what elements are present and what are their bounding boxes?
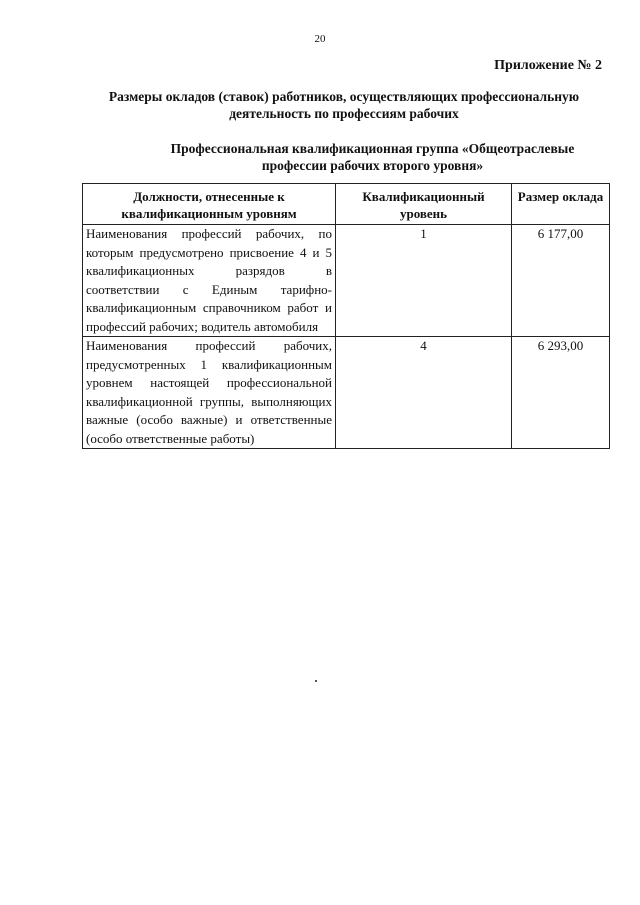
- qualification-group-title: Профессиональная квалификационная группа «Общеотраслевые профессии рабочих второго уровня»: [170, 141, 575, 173]
- row-qualification-level: 4: [336, 337, 512, 449]
- row-position-description: Наименования профессий рабочих, предусмотренных 1 квалификационным уровнем настоящей профессиональной квалификационной группы, выполняющих важные (особо важные) и ответственные (особо ответственные работы): [83, 337, 336, 449]
- header-qualification-level: Квалификационный уровень: [336, 184, 512, 225]
- document-title: Размеры окладов (ставок) работников, осуществляющих профессиональную деятельность по профессиям рабочих: [108, 89, 580, 121]
- page-number: 20: [314, 33, 326, 45]
- header-salary: Размер оклада: [512, 184, 610, 225]
- appendix-label: Приложение № 2: [494, 58, 602, 73]
- header-position: Должности, отнесенные к квалификационным уровням: [83, 184, 336, 225]
- table-header-row: [83, 184, 610, 225]
- scan-speck: [315, 680, 317, 682]
- table-row: [83, 225, 610, 337]
- row-salary-amount: 6 177,00: [512, 225, 610, 337]
- salary-table: [82, 183, 610, 449]
- row-position-description: Наименования профессий рабочих, по которым предусмотрено присвоение 4 и 5 квалификационных разрядов в соответствии с Единым тарифно-квалификационным справочником работ и профессий рабочих; водитель автомобиля: [83, 225, 336, 337]
- row-qualification-level: 1: [336, 225, 512, 337]
- table-row: [83, 337, 610, 449]
- row-salary-amount: 6 293,00: [512, 337, 610, 449]
